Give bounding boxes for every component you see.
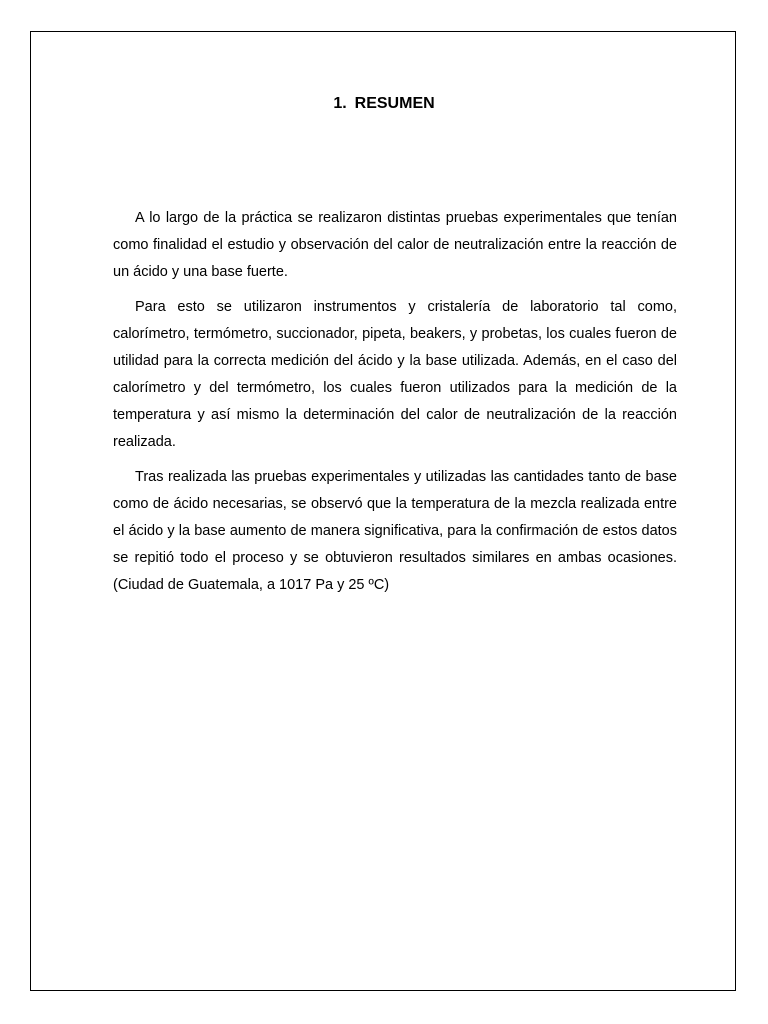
paragraph-3: Tras realizada las pruebas experimentales y utilizadas las cantidades tanto de base como de ácido necesarias, se observó que la temperatura de la mezcla realizada entre el ácido y la base aumento de manera significativa, para la confirmación de estos datos se repitió todo el proceso y se obtuvieron resultados similares en ambas ocasiones. (Ciudad de Guatemala, a 1017 Pa y 25 ºC) [113, 469, 677, 593]
section-title: RESUMEN [354, 95, 435, 112]
summary-body [113, 205, 677, 607]
paragraph-1: A lo largo de la práctica se realizaron distintas pruebas experimentales que tenían como finalidad el estudio y observación del calor de neutralización entre la reacción de un ácido y una base fuerte. [113, 210, 677, 280]
section-heading [0, 94, 768, 114]
section-number: 1. [333, 95, 347, 112]
paragraph-2: Para esto se utilizaron instrumentos y cristalería de laboratorio tal como, calorímetro, termómetro, succionador, pipeta, beakers, y probetas, los cuales fueron de utilidad para la correcta medición del ácido y la base utilizada. Además, en el caso del calorímetro y del termómetro, los cuales fueron utilizados para la medición de la temperatura y así mismo la determinación del calor de neutralización de la reacción realizada. [113, 299, 677, 450]
